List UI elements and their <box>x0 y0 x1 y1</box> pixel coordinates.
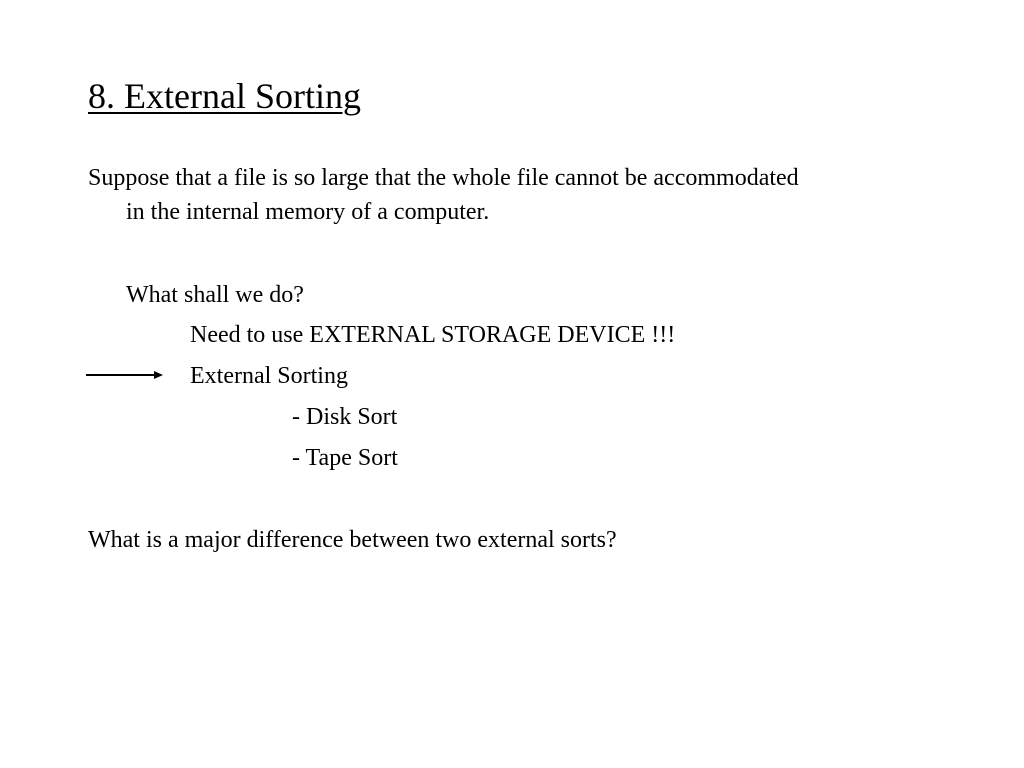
intro-text-line-1: Suppose that a file is so large that the whole file cannot be accommodated <box>88 165 799 191</box>
right-arrow-icon <box>86 366 164 384</box>
external-sorting-label: External Sorting <box>190 363 348 389</box>
intro-text-line-2: in the internal memory of a computer. <box>126 199 490 225</box>
slide-title: 8. External Sorting <box>88 76 361 116</box>
answer-external-storage: Need to use EXTERNAL STORAGE DEVICE !!! <box>190 322 676 348</box>
disk-sort-item: - Disk Sort <box>292 404 398 430</box>
question-what-shall-we-do: What shall we do? <box>126 282 304 308</box>
question-major-difference: What is a major difference between two external sorts? <box>88 527 617 553</box>
tape-sort-item: - Tape Sort <box>292 445 398 471</box>
